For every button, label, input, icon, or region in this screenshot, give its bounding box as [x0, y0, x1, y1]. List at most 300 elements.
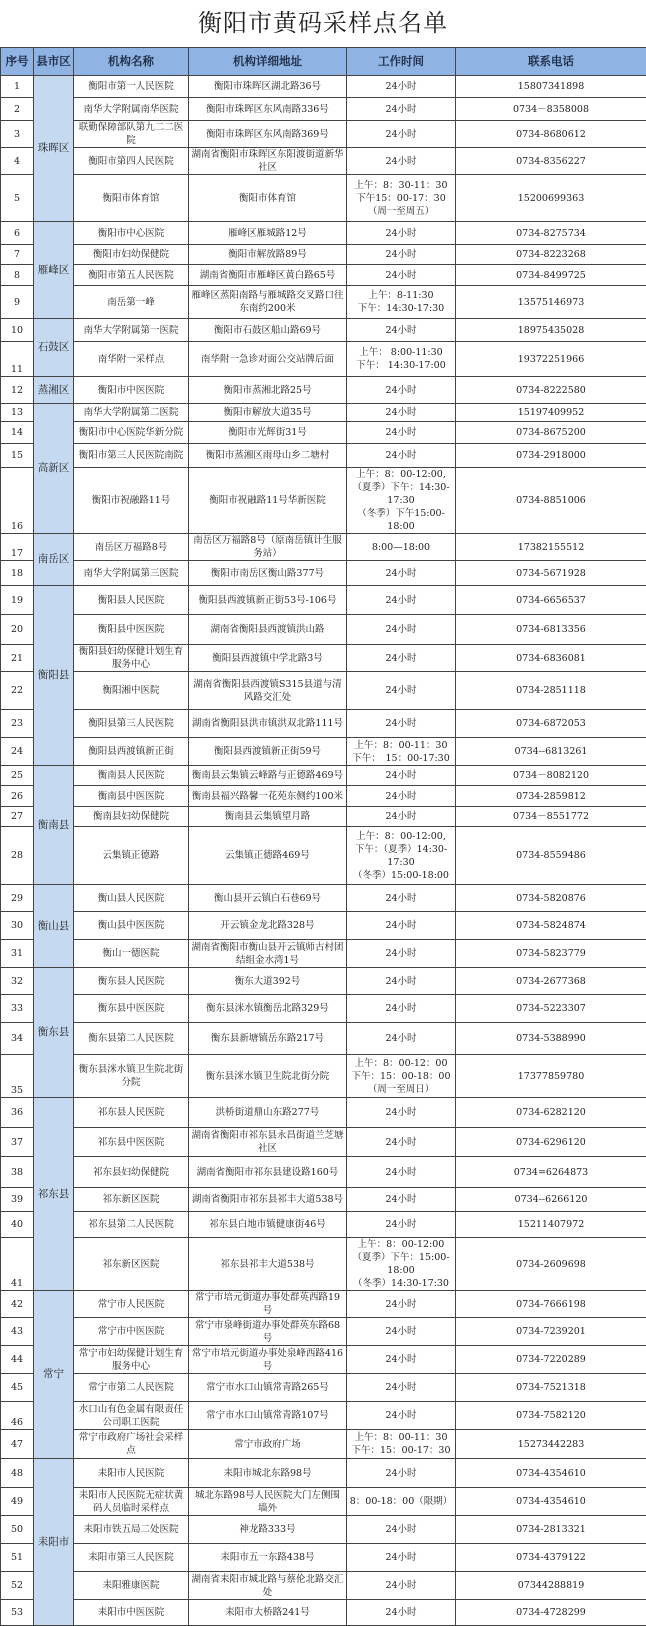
table-row — [1, 1188, 646, 1212]
institution-address: 衡东县洣水镇衡岳北路329号 — [189, 995, 347, 1023]
institution-address: 开云镇金龙北路328号 — [189, 912, 347, 940]
row-number: 38 — [1, 1157, 34, 1188]
institution-name: 衡阳市第一人民医院 — [74, 76, 189, 98]
contact-phone: 0734-2851118 — [456, 672, 646, 710]
institution-name: 耒阳雅康医院 — [74, 1572, 189, 1600]
contact-phone: 0734-4379122 — [456, 1544, 646, 1572]
row-number: 35 — [1, 1055, 34, 1098]
working-hours: 24小时 — [347, 561, 456, 586]
institution-address: 湖南省耒阳市城北路与蔡伦北路交汇处 — [189, 1572, 347, 1600]
institution-address: 衡阳市蒸湘北路25号 — [189, 377, 347, 404]
table-row — [1, 1488, 646, 1516]
institution-name: 南岳第一峰 — [74, 286, 189, 319]
row-number: 9 — [1, 286, 34, 319]
contact-phone: 0734-8559486 — [456, 827, 646, 885]
institution-name: 联勤保障部队第九二二医院 — [74, 121, 189, 148]
row-number: 15 — [1, 444, 34, 468]
contact-phone: 0734--6266120 — [456, 1188, 646, 1212]
table-row — [1, 1346, 646, 1374]
working-hours: 24小时 — [347, 1188, 456, 1212]
row-number: 46 — [1, 1402, 34, 1430]
table-row — [1, 404, 646, 422]
row-number: 21 — [1, 645, 34, 672]
table-row — [1, 940, 646, 968]
institution-address: 衡阳县西渡镇新正街59号 — [189, 738, 347, 766]
institution-name: 耒阳市铁五局二处医院 — [74, 1516, 189, 1544]
working-hours: 24小时 — [347, 121, 456, 148]
row-number: 39 — [1, 1188, 34, 1212]
institution-address: 常宁市培元街道办事处群英西路19号 — [189, 1291, 347, 1318]
header-no: 序号 — [1, 48, 34, 76]
working-hours: 24小时 — [347, 710, 456, 738]
table-row — [1, 885, 646, 912]
contact-phone: 0734-7666198 — [456, 1291, 646, 1318]
district-cell: 石鼓区 — [34, 319, 74, 377]
row-number: 6 — [1, 222, 34, 245]
table-row — [1, 121, 646, 148]
contact-phone: 0734-7239201 — [456, 1318, 646, 1346]
table-row — [1, 1128, 646, 1157]
institution-name: 衡阳县西渡镇新正街 — [74, 738, 189, 766]
district-cell: 祁东县 — [34, 1098, 74, 1291]
table-row — [1, 444, 646, 468]
header-address: 机构详细地址 — [189, 48, 347, 76]
institution-name: 衡阳市中心医院华新分院 — [74, 422, 189, 444]
working-hours: 24小时 — [347, 1572, 456, 1600]
contact-phone: 0734-2918000 — [456, 444, 646, 468]
contact-phone: 0734-5823779 — [456, 940, 646, 968]
working-hours: 24小时 — [347, 76, 456, 98]
row-number: 4 — [1, 148, 34, 175]
institution-name: 耒阳市第三人民医院 — [74, 1544, 189, 1572]
institution-name: 衡东县中医医院 — [74, 995, 189, 1023]
institution-address: 湖南省衡阳市雁峰区黄白路65号 — [189, 265, 347, 286]
row-number: 27 — [1, 807, 34, 827]
table-row — [1, 1572, 646, 1600]
working-hours: 上午：8：00-12:00, （夏季）下午：14:30-17:30 （冬季）下午15:00-18:00 — [347, 468, 456, 534]
table-row — [1, 1238, 646, 1291]
working-hours: 8:00—18:00 — [347, 534, 456, 561]
working-hours: 24小时 — [347, 422, 456, 444]
contact-phone: 0734-7220289 — [456, 1346, 646, 1374]
institution-name: 衡阳县妇幼保健计划生育服务中心 — [74, 645, 189, 672]
contact-phone: 0734-2609698 — [456, 1238, 646, 1291]
working-hours: 24小时 — [347, 1291, 456, 1318]
contact-phone: 0734-2859812 — [456, 786, 646, 807]
institution-address: 云集镇正德路469号 — [189, 827, 347, 885]
row-number: 37 — [1, 1128, 34, 1157]
institution-name: 衡山县人民医院 — [74, 885, 189, 912]
row-number: 5 — [1, 175, 34, 222]
table-row — [1, 738, 646, 766]
working-hours: 上午：8：00-12：00 下午：15：00-18：00 （周一至周日） — [347, 1055, 456, 1098]
working-hours: 24小时 — [347, 940, 456, 968]
working-hours: 24小时 — [347, 1098, 456, 1128]
contact-phone: 19372251966 — [456, 342, 646, 377]
district-cell: 衡阳县 — [34, 586, 74, 766]
row-number: 26 — [1, 786, 34, 807]
working-hours: 上午：8：00-12:00 （夏季）下午：15:00-18:00 （冬季）14:30-17:30 — [347, 1238, 456, 1291]
institution-address: 衡南县云集镇云峰路与正德路469号 — [189, 766, 347, 786]
contact-phone: 0734-6282120 — [456, 1098, 646, 1128]
row-number: 36 — [1, 1098, 34, 1128]
table-row — [1, 1318, 646, 1346]
institution-address: 祁东县白地市镇健康街46号 — [189, 1212, 347, 1238]
row-number: 43 — [1, 1318, 34, 1346]
row-number: 31 — [1, 940, 34, 968]
institution-address: 衡阳市蒸湘区雨母山乡二塘村 — [189, 444, 347, 468]
table-row — [1, 807, 646, 827]
row-number: 42 — [1, 1291, 34, 1318]
table-row — [1, 1516, 646, 1544]
working-hours: 24小时 — [347, 1318, 456, 1346]
contact-phone: 18975435028 — [456, 319, 646, 342]
institution-name: 耒阳市中医医院 — [74, 1600, 189, 1626]
working-hours: 24小时 — [347, 912, 456, 940]
working-hours: 24小时 — [347, 1544, 456, 1572]
table-row — [1, 1023, 646, 1055]
table-header-row — [1, 48, 646, 76]
institution-address: 雁峰区蒸阳南路与雁城路交叉路口往东南约200米 — [189, 286, 347, 319]
institution-address: 南华附一急诊对面公交站牌后面 — [189, 342, 347, 377]
table-row — [1, 615, 646, 645]
contact-phone: 0734-2813321 — [456, 1516, 646, 1544]
working-hours: 24小时 — [347, 1128, 456, 1157]
institution-address: 衡阳市珠晖区东风南路369号 — [189, 121, 347, 148]
table-row — [1, 1600, 646, 1626]
institution-address: 洪桥街道鼎山东路277号 — [189, 1098, 347, 1128]
contact-phone: 0734-8222580 — [456, 377, 646, 404]
institution-name: 祁东县中医医院 — [74, 1128, 189, 1157]
district-cell: 蒸湘区 — [34, 377, 74, 404]
institution-address: 城北东路98号人民医院大门左侧围墙外 — [189, 1488, 347, 1516]
contact-phone: 0734=6264873 — [456, 1157, 646, 1188]
table-row — [1, 912, 646, 940]
institution-address: 湖南省衡阳市祁东县建设路160号 — [189, 1157, 347, 1188]
institution-address: 衡阳市体育馆 — [189, 175, 347, 222]
working-hours: 上午：8：00-11：30 下午： 15：00-17:30 — [347, 738, 456, 766]
contact-phone: 0734-6836081 — [456, 645, 646, 672]
table-row — [1, 586, 646, 615]
working-hours: 24小时 — [347, 245, 456, 265]
table-row — [1, 672, 646, 710]
institution-address: 常宁市培元街道办事处泉峰西路416号 — [189, 1346, 347, 1374]
institution-address: 湖南省衡阳县西渡镇S315县道与清风路交汇处 — [189, 672, 347, 710]
header-name: 机构名称 — [74, 48, 189, 76]
contact-phone: 0734-7521318 — [456, 1374, 646, 1402]
table-row — [1, 1055, 646, 1098]
row-number: 11 — [1, 342, 34, 377]
table-row — [1, 645, 646, 672]
row-number: 22 — [1, 672, 34, 710]
table-row — [1, 245, 646, 265]
institution-address: 耒阳市五一东路438号 — [189, 1544, 347, 1572]
institution-name: 衡阳市妇幼保健院 — [74, 245, 189, 265]
contact-phone: 15211407972 — [456, 1212, 646, 1238]
table-row — [1, 319, 646, 342]
institution-name: 衡南县中医医院 — [74, 786, 189, 807]
contact-phone: 0734-4354610 — [456, 1459, 646, 1488]
row-number: 28 — [1, 827, 34, 885]
contact-phone: 0734－8551772 — [456, 807, 646, 827]
institution-address: 耒阳市城北东路98号 — [189, 1459, 347, 1488]
row-number: 45 — [1, 1374, 34, 1402]
table-row — [1, 1157, 646, 1188]
row-number: 30 — [1, 912, 34, 940]
district-cell: 衡南县 — [34, 766, 74, 885]
institution-name: 衡东县洣水镇卫生院北街分院 — [74, 1055, 189, 1098]
header-phone: 联系电话 — [456, 48, 646, 76]
institution-address: 衡山县开云镇白石巷69号 — [189, 885, 347, 912]
institution-name: 衡阳县第三人民医院 — [74, 710, 189, 738]
institution-name: 衡东县人民医院 — [74, 968, 189, 995]
row-number: 47 — [1, 1430, 34, 1459]
district-cell: 耒阳市 — [34, 1459, 74, 1626]
institution-name: 云集镇正德路 — [74, 827, 189, 885]
row-number: 12 — [1, 377, 34, 404]
district-cell: 衡东县 — [34, 968, 74, 1098]
contact-phone: 0734－8358008 — [456, 98, 646, 121]
contact-phone: 13575146973 — [456, 286, 646, 319]
working-hours: 24小时 — [347, 645, 456, 672]
institution-name: 衡南县妇幼保健院 — [74, 807, 189, 827]
district-cell: 南岳区 — [34, 534, 74, 586]
contact-phone: 0734-8675200 — [456, 422, 646, 444]
institution-address: 常宁市水口山镇常青路265号 — [189, 1374, 347, 1402]
row-number: 40 — [1, 1212, 34, 1238]
table-row — [1, 827, 646, 885]
institution-address: 衡阳市祝融路11号华新医院 — [189, 468, 347, 534]
institution-address: 祁东县祁丰大道538号 — [189, 1238, 347, 1291]
row-number: 14 — [1, 422, 34, 444]
institution-name: 南华大学附属第一医院 — [74, 319, 189, 342]
institution-name: 常宁市第二人民医院 — [74, 1374, 189, 1402]
table-row — [1, 222, 646, 245]
contact-phone: 15273442283 — [456, 1430, 646, 1459]
contact-phone: 0734-8499725 — [456, 265, 646, 286]
contact-phone: 15807341898 — [456, 76, 646, 98]
contact-phone: 15200699363 — [456, 175, 646, 222]
working-hours: 24小时 — [347, 1023, 456, 1055]
institution-address: 衡阳市解放大道35号 — [189, 404, 347, 422]
institution-address: 雁峰区雁城路12号 — [189, 222, 347, 245]
institution-address: 衡南县云集镇望月路 — [189, 807, 347, 827]
table-row — [1, 422, 646, 444]
row-number: 52 — [1, 1572, 34, 1600]
working-hours: 24小时 — [347, 995, 456, 1023]
institution-address: 衡阳市南岳区衡山路377号 — [189, 561, 347, 586]
header-hours: 工作时间 — [347, 48, 456, 76]
table-row — [1, 786, 646, 807]
contact-phone: 0734-7582120 — [456, 1402, 646, 1430]
contact-phone: 0734-6656537 — [456, 586, 646, 615]
contact-phone: 0734-5223307 — [456, 995, 646, 1023]
table-row — [1, 148, 646, 175]
page-title: 衡阳市黄码采样点名单 — [0, 0, 646, 47]
institution-name: 祁东新区医院 — [74, 1238, 189, 1291]
institution-name: 衡阳县中医医院 — [74, 615, 189, 645]
table-row — [1, 561, 646, 586]
working-hours: 24小时 — [347, 222, 456, 245]
working-hours: 8：00-18：00（限期） — [347, 1488, 456, 1516]
row-number: 51 — [1, 1544, 34, 1572]
institution-name: 祁东新区医院 — [74, 1188, 189, 1212]
district-cell: 高新区 — [34, 404, 74, 534]
sampling-sites-table — [0, 47, 646, 1626]
institution-address: 衡东县洣水镇卫生院北街分院 — [189, 1055, 347, 1098]
institution-address: 湖南省衡阳县洪市镇洪双北路111号 — [189, 710, 347, 738]
contact-phone: 15197409952 — [456, 404, 646, 422]
row-number: 25 — [1, 766, 34, 786]
table-row — [1, 1291, 646, 1318]
institution-address: 衡南县福兴路馨一花苑东侧约100米 — [189, 786, 347, 807]
institution-name: 衡阳市第五人民医院 — [74, 265, 189, 286]
row-number: 32 — [1, 968, 34, 995]
table-row — [1, 1374, 646, 1402]
working-hours: 24小时 — [347, 1374, 456, 1402]
contact-phone: 17382155512 — [456, 534, 646, 561]
table-row — [1, 98, 646, 121]
table-row — [1, 710, 646, 738]
working-hours: 24小时 — [347, 265, 456, 286]
contact-phone: 0734-5388990 — [456, 1023, 646, 1055]
contact-phone: 0734-8223268 — [456, 245, 646, 265]
working-hours: 24小时 — [347, 1600, 456, 1626]
row-number: 49 — [1, 1488, 34, 1516]
working-hours: 24小时 — [347, 404, 456, 422]
institution-address: 衡阳市珠晖区东风南路336号 — [189, 98, 347, 121]
institution-name: 衡山县中医医院 — [74, 912, 189, 940]
row-number: 2 — [1, 98, 34, 121]
institution-address: 衡阳市解放路89号 — [189, 245, 347, 265]
working-hours: 24小时 — [347, 377, 456, 404]
district-cell: 衡山县 — [34, 885, 74, 968]
contact-phone: 0734-2677368 — [456, 968, 646, 995]
institution-address: 衡阳县西渡镇中学北路3号 — [189, 645, 347, 672]
table-row — [1, 534, 646, 561]
institution-address: 南岳区万福路8号（原南岳镇计生服务站） — [189, 534, 347, 561]
institution-name: 南华大学附属第三医院 — [74, 561, 189, 586]
contact-phone: 0734-6872053 — [456, 710, 646, 738]
institution-address: 常宁市政府广场 — [189, 1430, 347, 1459]
institution-address: 衡阳县西渡镇新正街53号-106号 — [189, 586, 347, 615]
row-number: 8 — [1, 265, 34, 286]
table-row — [1, 265, 646, 286]
institution-address: 湖南省衡阳市祁东县祁丰大道538号 — [189, 1188, 347, 1212]
contact-phone: 0734-8851006 — [456, 468, 646, 534]
working-hours: 24小时 — [347, 319, 456, 342]
institution-address: 湖南省衡阳县西渡镇洪山路 — [189, 615, 347, 645]
working-hours: 24小时 — [347, 766, 456, 786]
institution-address: 湖南省衡阳市珠晖区东阳渡街道新华社区 — [189, 148, 347, 175]
table-row — [1, 342, 646, 377]
institution-address: 常宁市泉峰街道办事处群英东路68号 — [189, 1318, 347, 1346]
row-number: 34 — [1, 1023, 34, 1055]
institution-address: 耒阳市大桥路241号 — [189, 1600, 347, 1626]
institution-name: 南华大学附属南华医院 — [74, 98, 189, 121]
working-hours: 24小时 — [347, 1157, 456, 1188]
row-number: 16 — [1, 468, 34, 534]
row-number: 19 — [1, 586, 34, 615]
working-hours: 24小时 — [347, 672, 456, 710]
institution-address: 常宁市水口山镇常青路107号 — [189, 1402, 347, 1430]
institution-address: 神龙路333号 — [189, 1516, 347, 1544]
contact-phone: 07344288819 — [456, 1572, 646, 1600]
working-hours: 上午：8-11:30 下午：14:30-17:30 — [347, 286, 456, 319]
working-hours: 24小时 — [347, 1516, 456, 1544]
institution-name: 衡阳市中医医院 — [74, 377, 189, 404]
table-row — [1, 968, 646, 995]
institution-name: 衡山一德医院 — [74, 940, 189, 968]
institution-name: 衡南县人民医院 — [74, 766, 189, 786]
institution-address: 衡东县新塘镇岳东路217号 — [189, 1023, 347, 1055]
table-row — [1, 1402, 646, 1430]
table-row — [1, 76, 646, 98]
district-cell: 珠晖区 — [34, 76, 74, 222]
header-district: 县市区 — [34, 48, 74, 76]
row-number: 20 — [1, 615, 34, 645]
contact-phone: 0734-8680612 — [456, 121, 646, 148]
working-hours: 24小时 — [347, 148, 456, 175]
district-cell: 常宁 — [34, 1291, 74, 1459]
table-row — [1, 1098, 646, 1128]
institution-address: 湖南省衡阳市祁东县永昌街道兰芝塘社区 — [189, 1128, 347, 1157]
institution-name: 衡阳市第三人民医院南院 — [74, 444, 189, 468]
contact-phone: 0734-5671928 — [456, 561, 646, 586]
row-number: 44 — [1, 1346, 34, 1374]
contact-phone: 0734-5820876 — [456, 885, 646, 912]
institution-name: 衡阳市体育馆 — [74, 175, 189, 222]
contact-phone: 0734－8082120 — [456, 766, 646, 786]
contact-phone: 0734-8356227 — [456, 148, 646, 175]
table-row — [1, 175, 646, 222]
row-number: 23 — [1, 710, 34, 738]
institution-name: 常宁市政府广场社会采样点 — [74, 1430, 189, 1459]
contact-phone: 0734-6296120 — [456, 1128, 646, 1157]
row-number: 10 — [1, 319, 34, 342]
table-row — [1, 1459, 646, 1488]
district-cell: 雁峰区 — [34, 222, 74, 319]
institution-name: 祁东县妇幼保健院 — [74, 1157, 189, 1188]
institution-name: 耒阳市人民医院无症状黄码人员临时采样点 — [74, 1488, 189, 1516]
row-number: 3 — [1, 121, 34, 148]
working-hours: 24小时 — [347, 1402, 456, 1430]
row-number: 53 — [1, 1600, 34, 1626]
working-hours: 上午：8：00-12:00, 下午：（夏季）14:30-17:30 （冬季）15:00-18:00 — [347, 827, 456, 885]
institution-address: 衡阳市石鼓区船山路69号 — [189, 319, 347, 342]
working-hours: 24小时 — [347, 968, 456, 995]
working-hours: 24小时 — [347, 98, 456, 121]
working-hours: 24小时 — [347, 786, 456, 807]
institution-name: 衡阳市中心医院 — [74, 222, 189, 245]
institution-name: 衡阳湘中医院 — [74, 672, 189, 710]
institution-address: 衡东大道392号 — [189, 968, 347, 995]
working-hours: 24小时 — [347, 444, 456, 468]
row-number: 1 — [1, 76, 34, 98]
contact-phone: 0734-6813356 — [456, 615, 646, 645]
institution-name: 衡东县第二人民医院 — [74, 1023, 189, 1055]
working-hours: 24小时 — [347, 1212, 456, 1238]
working-hours: 24小时 — [347, 615, 456, 645]
institution-name: 常宁市妇幼保健计划生育服务中心 — [74, 1346, 189, 1374]
table-row — [1, 1430, 646, 1459]
institution-name: 祁东县第二人民医院 — [74, 1212, 189, 1238]
row-number: 33 — [1, 995, 34, 1023]
institution-name: 南华附一采样点 — [74, 342, 189, 377]
table-row — [1, 766, 646, 786]
row-number: 13 — [1, 404, 34, 422]
working-hours: 24小时 — [347, 885, 456, 912]
